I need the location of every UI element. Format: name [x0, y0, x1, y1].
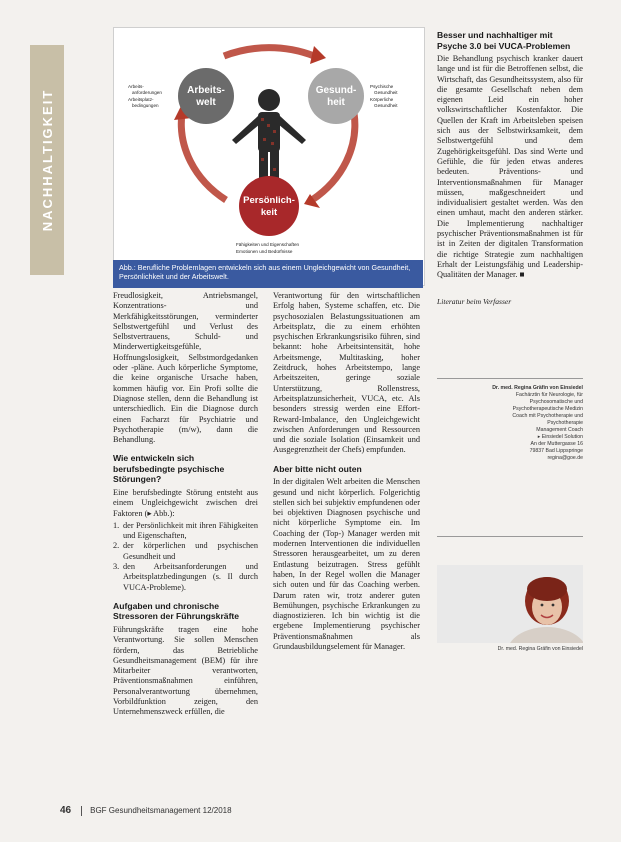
page-number: 46	[60, 805, 72, 816]
col3-heading-1: Besser und nachhaltiger mit Psyche 3.0 bei VUCA-Problemen	[437, 30, 571, 51]
list-text: der körperlichen und psychischen Gesundheit und	[123, 541, 258, 561]
section-tab	[30, 45, 64, 275]
left-bullet-2: Arbeitsplatz-	[128, 97, 154, 102]
author-line: 79837 Bad Lippspringe	[529, 448, 583, 454]
column-3	[437, 30, 583, 307]
col1-paragraph-3: Führungskräfte tragen eine hohe Verantwortung. Sie sollen Menschen fördern, das Betriebliche Gesundheitsmanagement (BEM) für ihre Mitarbeiter verantworten, Präventionsmaßnahmen einführen, Personalverantwortung übernehmen, Vorbildfunktion zeigen, den Unternehmenszweck erfüllen, die	[113, 624, 258, 717]
col3-paragraph-1: Die Behandlung psychisch kranker dauert lange und ist für die Betroffenen selbst, die Wirtschaft, das Gesundheitssystem, also für die gesamte Gesellschaft neben dem eigenen Leid ein hoher volkswirtschaftlicher Kostenfaktor. Die Quellen der Kraft im Arbeitsleben speisen sich aus der Selbstwirksamkeit, dem Selbstwertgefühl und dem Zugehörigkeitsgefühl. Das sind Werte und Gefühle, die für jeden etwas anderes bedeuten. Präventions- und Interventionsmaßnahmen für Manager müssen, maßgeschneidert und individualisiert gestaltet werden. Was den einen umhaut, macht den anderen stärker. Die Implementierung nachhaltiger psychischer Präventionsmaßnahmen ist für ist in Zeiten der digitalen Transformation die richtige Strategie zum nachhaltigen Erhalt der Leistungsfähig und Leadership-Qualitäten der Manager. ■	[437, 54, 583, 280]
author-line: Management Coach	[536, 427, 583, 433]
col1-heading-1: Wie entwickeln sich berufsbedingte psychische Störungen?	[113, 453, 225, 485]
figure-caption: Abb.: Berufliche Problemlagen entwickeln sich aus einem Ungleichgewicht von Gesundheit, Persönlichkeit und der Arbeitswelt.	[113, 260, 423, 288]
col2-heading-1: Aber bitte nicht outen	[273, 463, 362, 474]
list-number: 1.	[113, 520, 120, 530]
gesundheit-circle	[308, 68, 364, 124]
arbeitswelt-label-1: Arbeits-	[187, 85, 225, 96]
column-2	[273, 291, 420, 652]
list-text: der Persönlichkeit mit ihren Fähigkeiten und Eigenschaften,	[123, 520, 258, 541]
gesundheit-label-2: heit	[327, 97, 345, 108]
author-line: Psychotherapeutische Medizin	[512, 406, 583, 412]
cycle-arrow-right	[312, 113, 355, 200]
figure	[113, 27, 425, 286]
list-item	[113, 562, 258, 593]
list-item	[113, 541, 258, 562]
right-bullet-2b: Gesundheit	[374, 103, 398, 108]
section-tab-label: NACHHALTIGKEIT	[39, 88, 55, 232]
literature-note: Literatur beim Verfasser	[437, 296, 512, 306]
author-email: regina@goe.de	[547, 455, 583, 461]
footer-separator	[81, 806, 82, 816]
column-1	[113, 291, 258, 718]
author-name: Dr. med. Regina Gräfin von Einsiedel	[492, 385, 583, 391]
publication-name: BGF Gesundheitsmanagement 12/2018	[90, 806, 232, 815]
right-bullet-1b: Gesundheit	[374, 90, 398, 95]
author-photo	[437, 565, 583, 643]
factor-list	[113, 521, 258, 593]
divider	[437, 536, 583, 537]
arbeitswelt-circle	[178, 68, 234, 124]
author-line: Psychotherapie	[547, 420, 583, 426]
list-text: den Arbeitsanforderungen und Arbeitsplatzbedingungen (s. Il durch VUCA-Probleme).	[123, 562, 258, 592]
list-item	[113, 520, 258, 542]
persoenlichkeit-circle	[239, 176, 299, 236]
author-box	[480, 385, 583, 462]
bottom-bullet-1: Fähigkeiten und Eigenschaften	[236, 242, 300, 247]
page-footer	[60, 805, 232, 816]
right-bullet-2: Körperliche	[370, 97, 394, 102]
list-number: 2.	[113, 541, 120, 551]
left-bullet-1: Arbeits-	[128, 84, 144, 89]
list-number: 3.	[113, 562, 120, 572]
persoenlichkeit-label-2: keit	[260, 207, 278, 218]
author-line: An der Muttergasse 16	[530, 441, 583, 447]
author-line: Psychosomatische und	[529, 399, 583, 405]
divider	[437, 378, 583, 379]
author-line: Coach mit Psychotherapie und	[512, 413, 583, 419]
author-line: Fachärztin für Neurologie, für	[515, 392, 583, 398]
left-bullet-1b: anforderungen	[132, 90, 162, 95]
bottom-bullet-2: Emotionen und Bedürfnisse	[236, 249, 293, 254]
right-bullet-1: Psychische	[370, 84, 394, 89]
cycle-arrow-top	[224, 48, 314, 56]
cycle-arrow-left	[181, 113, 226, 200]
col2-paragraph-2: In der digitalen Welt arbeiten die Menschen gesund und nicht körperlich. Folgerichtig stellen sich bei subjektiv empfundenen oder bei objektiven Diagnosen psychische und nicht körperliche Symptome ein. Im Coaching der (Top-) Manager werden mit modernen Interventionen die individuellen Stressoren herausgearbeitet, um zu deren Entlastung beizutragen. Stress gefühlt haben, In der Regel wollen die Manager sich outen und für das Coaching werben. Darum raten wir, trotz anderer guten Bemühungen, psychische Erkrankungen zu diagnostizieren. Ich bin wichtig ist die ergebene Implementierung psychischer Präventionsmaßnahmen als Grundausbildungselement für Manager.	[273, 477, 420, 651]
col2-paragraph-1: Verantwortung für den wirtschaftlichen Erfolg haben, Systeme schaffen, etc. Die psychosozialen Belastungssituationen am Arbeitsplatz, die zu einem erhöhten psychischen Erkrankungsrisiko führen, sind bekannt: hohe Arbeitsintensität, hohe Arbeitsmenge, Multitasking, hoher Zeitdruck, hohes Arbeitstempo, lange Arbeitszeiten, geringe soziale Unterstützung, Rollenstress, Arbeitsplatzunsicherheit, VUCA, etc. Als besonders stressig werden eine Effort-Reward-Imbalance, den Ungleichgewicht zwischen Anforderungen und Ressourcen und die soziale Isolation (Einsamkeit und Ausgegrenztheit der Chefs) empfunden.	[273, 291, 420, 455]
persoenlichkeit-label-1: Persönlich-	[243, 195, 295, 206]
author-line: ▸ Einsiedel Solution	[537, 434, 583, 440]
col1-paragraph-2: Eine berufsbedingte Störung entsteht aus einem Ungleichgewicht zwischen drei Faktoren (▸ Abb.):	[113, 487, 258, 518]
photo-caption: Dr. med. Regina Gräfin von Einsiedel	[497, 646, 583, 652]
gesundheit-label-1: Gesund-	[315, 85, 357, 96]
figure-diagram	[114, 28, 424, 285]
cycle-arrow-top-head	[310, 46, 326, 64]
col1-heading-2: Aufgaben und chronische Stressoren der Führungskräfte	[113, 600, 240, 622]
portrait-image	[437, 565, 583, 643]
col1-paragraph-1: Freudlosigkeit, Antriebsmangel, Konzentrations- und Merkfähigkeitsstörungen, verminderter Selbstwertgefühl und Verlust des Selbstvertrauens, Schuld- und Minderwertigkeitsgefühle, Hoffnungslosigkeit, Selbstmordgedanken oder -pläne. Auch körperliche Symptome, die keine organische Ursache haben, kommen häufig vor. Ein Profi sollte die Diagnose stellen, denn die Behandlung ist unterschiedlich. Ein die Diagnose durch einen Facharzt für Psychiatrie und Psychotherapie (m/w), dann die Behandlung.	[113, 291, 258, 445]
arbeitswelt-label-2: welt	[196, 97, 216, 108]
left-bullet-2b: bedingungen	[132, 103, 159, 108]
